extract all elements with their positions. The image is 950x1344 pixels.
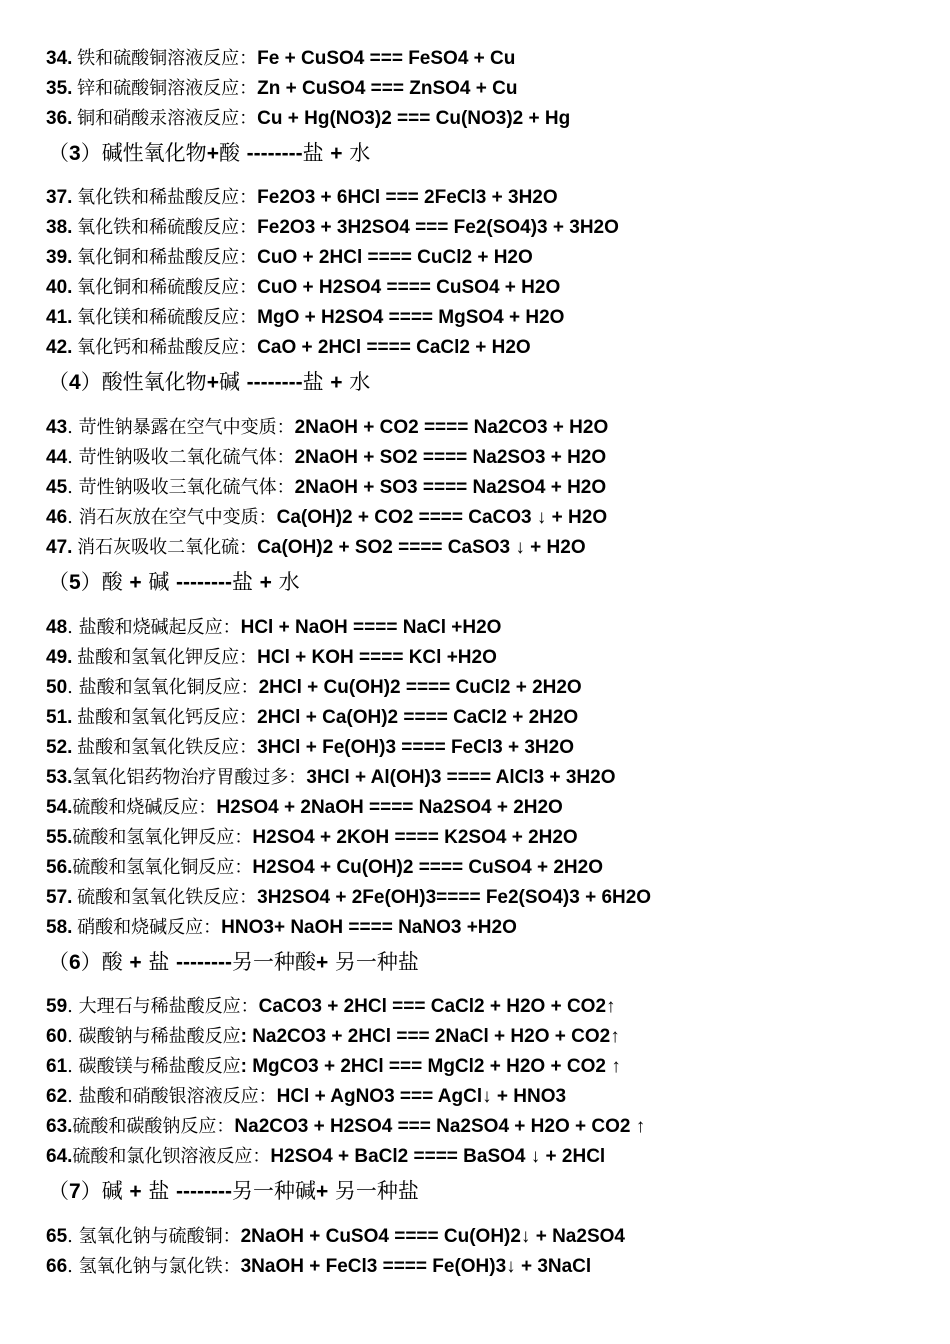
equation-line (46, 333, 940, 363)
equation-line (46, 823, 940, 853)
item-number: 39. (46, 247, 73, 268)
reaction-description: 盐酸和氢氧化铁反应： (77, 737, 258, 758)
chemical-equation: 3H2SO4 + 2Fe(OH)3==== Fe2(SO4)3 + 6H2O (257, 887, 652, 908)
section-heading (48, 136, 940, 170)
chemical-equation: 2NaOH + CuSO4 ==== Cu(OH)2↓ + Na2SO4 (240, 1226, 625, 1247)
reaction-description: . 碳酸镁与稀盐酸反应 (67, 1056, 241, 1077)
equation-line (46, 243, 940, 273)
chemical-equation: CuO + 2HCl ==== CuCl2 + H2O (257, 247, 533, 268)
section-number: 6 (69, 951, 81, 974)
item-number: 43 (46, 417, 68, 438)
item-number: 36. (46, 108, 73, 129)
section-open-paren: （ (48, 370, 69, 394)
section-reactant-b: 盐 (141, 1179, 176, 1203)
reaction-description: 硫酸和氢氧化铁反应： (77, 887, 258, 908)
chemical-equation: HCl + NaOH ==== NaCl +H2O (240, 617, 502, 638)
item-number: 52. (46, 737, 73, 758)
item-number: 47. (46, 537, 73, 558)
reaction-description: 铁和硫酸铜溶液反应： (77, 48, 258, 69)
chemical-equation: Zn + CuSO4 === ZnSO4 + Cu (257, 78, 518, 99)
item-number: 38. (46, 217, 73, 238)
chemical-equation: Fe + CuSO4 === FeSO4 + Cu (257, 48, 516, 69)
section-reactant-a: 酸 (101, 570, 130, 594)
item-number: 66 (46, 1256, 68, 1277)
reaction-description: 氧化镁和稀硫酸反应： (77, 307, 258, 328)
reaction-description: . 盐酸和硝酸银溶液反应： (67, 1086, 277, 1107)
chemical-equation: Fe2O3 + 3H2SO4 === Fe2(SO4)3 + 3H2O (257, 217, 619, 238)
item-number: 42. (46, 337, 73, 358)
equation-line (46, 443, 940, 473)
section-reactant-a: 碱性氧化物 (101, 141, 207, 165)
item-number: 35. (46, 78, 73, 99)
item-number: 65 (46, 1226, 68, 1247)
equation-line (46, 183, 940, 213)
equation-line (46, 793, 940, 823)
equation-line (46, 733, 940, 763)
reaction-description: 锌和硫酸铜溶液反应： (77, 78, 258, 99)
equation-line (46, 883, 940, 913)
equation-line (46, 1222, 940, 1252)
section-arrow: -------- (176, 1180, 232, 1203)
item-number: 61 (46, 1056, 68, 1077)
item-number: 34. (46, 48, 73, 69)
equation-line (46, 303, 940, 333)
section-close-paren: ） (80, 141, 102, 165)
section-plus: + (129, 1180, 142, 1203)
reaction-description: 氧化铁和稀硫酸反应： (77, 217, 258, 238)
section-reactant-b: 碱 (218, 370, 247, 394)
section-plus: + (330, 142, 343, 165)
chemical-equation: Na2CO3 + H2SO4 === Na2SO4 + H2O + CO2 ↑ (234, 1116, 646, 1137)
reaction-description: 盐酸和氢氧化钙反应： (77, 707, 258, 728)
reaction-description: . 碳酸钠与稀盐酸反应 (67, 1026, 241, 1047)
item-number: 59 (46, 996, 68, 1017)
item-number: 58. (46, 917, 73, 938)
section-close-paren: ） (80, 950, 102, 974)
section-product-a: 另一种酸 (231, 950, 316, 974)
equation-line (46, 1052, 940, 1082)
section-reactant-a: 碱 (101, 1179, 130, 1203)
section-number: 4 (69, 371, 81, 394)
section-reactant-a: 酸性氧化物 (101, 370, 207, 394)
reaction-description: 硫酸和氢氧化钾反应： (72, 827, 253, 848)
chemical-equation: 2NaOH + CO2 ==== Na2CO3 + H2O (294, 417, 609, 438)
section-arrow: -------- (246, 142, 303, 165)
equation-line (46, 1142, 940, 1172)
chemical-equation: H2SO4 + 2KOH ==== K2SO4 + 2H2O (252, 827, 578, 848)
reaction-description: 硝酸和烧碱反应： (77, 917, 222, 938)
reaction-description: 硫酸和烧碱反应： (72, 797, 217, 818)
section-reactant-a: 酸 (101, 950, 130, 974)
reaction-description: 氧化铜和稀盐酸反应： (77, 247, 258, 268)
item-number: 55. (46, 827, 73, 848)
section-plus: + (330, 371, 343, 394)
section-plus: + (129, 951, 142, 974)
chemical-equation: : Na2CO3 + 2HCl === 2NaCl + H2O + CO2↑ (240, 1026, 620, 1047)
section-product-b: 另一种盐 (328, 950, 419, 974)
item-number: 48 (46, 617, 68, 638)
chemical-equation: 3HCl + Al(OH)3 ==== AlCl3 + 3H2O (306, 767, 616, 788)
reaction-description: 硫酸和氯化钡溶液反应： (72, 1146, 271, 1167)
section-open-paren: （ (48, 1179, 69, 1203)
reaction-description: 消石灰吸收二氧化硫： (77, 537, 258, 558)
section-close-paren: ） (80, 1179, 102, 1203)
chemical-equation: 3HCl + Fe(OH)3 ==== FeCl3 + 3H2O (257, 737, 574, 758)
section-arrow: -------- (246, 371, 303, 394)
equation-line (46, 44, 940, 74)
reaction-description: 氧化钙和稀盐酸反应： (77, 337, 258, 358)
reaction-description: . 苛性钠暴露在空气中变质： (67, 417, 295, 438)
item-number: 53. (46, 767, 73, 788)
section-plus: + (129, 571, 142, 594)
chemical-equation: HCl + KOH ==== KCl +H2O (257, 647, 497, 668)
section-heading (48, 945, 940, 979)
chemical-equation: CaO + 2HCl ==== CaCl2 + H2O (257, 337, 531, 358)
equation-line (46, 273, 940, 303)
chemical-equation: CaCO3 + 2HCl === CaCl2 + H2O + CO2↑ (258, 996, 616, 1017)
chemical-equation: H2SO4 + BaCl2 ==== BaSO4 ↓ + 2HCl (270, 1146, 606, 1167)
equation-line (46, 503, 940, 533)
section-plus: + (315, 1180, 329, 1203)
section-plus: + (206, 142, 219, 165)
chemical-equation: : MgCO3 + 2HCl === MgCl2 + H2O + CO2 ↑ (240, 1056, 621, 1077)
chemical-equation: 2NaOH + SO3 ==== Na2SO4 + H2O (294, 477, 607, 498)
chemical-equation: H2SO4 + Cu(OH)2 ==== CuSO4 + 2H2O (252, 857, 604, 878)
section-heading (48, 365, 940, 399)
item-number: 57. (46, 887, 73, 908)
item-number: 45 (46, 477, 68, 498)
section-number: 3 (69, 142, 81, 165)
section-number: 7 (69, 1180, 81, 1203)
equation-line (46, 913, 940, 943)
section-plus: + (259, 571, 272, 594)
chemical-equation: Ca(OH)2 + SO2 ==== CaSO3 ↓ + H2O (257, 537, 586, 558)
item-number: 46 (46, 507, 68, 528)
reaction-description: 氧化铁和稀盐酸反应： (77, 187, 258, 208)
chemical-equation: 2HCl + Cu(OH)2 ==== CuCl2 + 2H2O (258, 677, 582, 698)
section-product-a: 另一种碱 (231, 1179, 316, 1203)
equation-line (46, 104, 940, 134)
section-product-a: 盐 (231, 570, 260, 594)
chemical-equation: 2NaOH + SO2 ==== Na2SO3 + H2O (294, 447, 607, 468)
reaction-description: 硫酸和碳酸钠反应： (72, 1116, 235, 1137)
section-arrow: -------- (176, 951, 232, 974)
item-number: 40. (46, 277, 73, 298)
reaction-description: . 盐酸和氢氧化铜反应： (67, 677, 259, 698)
section-plus: + (315, 951, 329, 974)
section-open-paren: （ (48, 950, 69, 974)
section-reactant-b: 酸 (218, 141, 247, 165)
item-number: 37. (46, 187, 73, 208)
equation-line (46, 1252, 940, 1282)
chemical-equation: 3NaOH + FeCl3 ==== Fe(OH)3↓ + 3NaCl (240, 1256, 592, 1277)
chemical-equation: Ca(OH)2 + CO2 ==== CaCO3 ↓ + H2O (276, 507, 608, 528)
equation-line (46, 473, 940, 503)
equation-line (46, 533, 940, 563)
equation-line (46, 1082, 940, 1112)
section-close-paren: ） (80, 570, 102, 594)
chemical-equation: CuO + H2SO4 ==== CuSO4 + H2O (257, 277, 561, 298)
section-close-paren: ） (80, 370, 102, 394)
section-product-a: 盐 (302, 141, 331, 165)
section-number: 5 (69, 571, 81, 594)
reaction-description: 氢氧化铝药物治疗胃酸过多： (72, 767, 307, 788)
reaction-description: . 大理石与稀盐酸反应： (67, 996, 259, 1017)
item-number: 60 (46, 1026, 68, 1047)
equation-line (46, 673, 940, 703)
item-number: 54. (46, 797, 73, 818)
section-plus: + (206, 371, 219, 394)
chemical-equation: MgO + H2SO4 ==== MgSO4 + H2O (257, 307, 565, 328)
reaction-description: 硫酸和氢氧化铜反应： (72, 857, 253, 878)
item-number: 62 (46, 1086, 68, 1107)
section-heading (48, 565, 940, 599)
equation-line (46, 992, 940, 1022)
section-arrow: -------- (176, 571, 232, 594)
chemical-equation: H2SO4 + 2NaOH ==== Na2SO4 + 2H2O (216, 797, 563, 818)
equation-line (46, 613, 940, 643)
item-number: 41. (46, 307, 73, 328)
section-open-paren: （ (48, 141, 69, 165)
item-number: 56. (46, 857, 73, 878)
equation-line (46, 74, 940, 104)
reaction-description: 氧化铜和稀硫酸反应： (77, 277, 258, 298)
section-product-a: 盐 (302, 370, 331, 394)
section-heading (48, 1174, 940, 1208)
item-number: 49. (46, 647, 73, 668)
chemical-equation: HCl + AgNO3 === AgCl↓ + HNO3 (276, 1086, 567, 1107)
section-reactant-b: 碱 (141, 570, 176, 594)
section-product-b: 水 (271, 570, 300, 594)
reaction-description: . 盐酸和烧碱起反应： (67, 617, 241, 638)
equation-line (46, 1022, 940, 1052)
section-open-paren: （ (48, 570, 69, 594)
reaction-description: . 苛性钠吸收三氧化硫气体： (67, 477, 295, 498)
item-number: 44 (46, 447, 68, 468)
equation-line (46, 643, 940, 673)
reaction-description: . 消石灰放在空气中变质： (67, 507, 277, 528)
chemical-equation: Fe2O3 + 6HCl === 2FeCl3 + 3H2O (257, 187, 558, 208)
reaction-description: . 氢氧化钠与氯化铁： (67, 1256, 241, 1277)
equation-line (46, 763, 940, 793)
equation-line (46, 213, 940, 243)
chemical-equation: 2HCl + Ca(OH)2 ==== CaCl2 + 2H2O (257, 707, 579, 728)
item-number: 51. (46, 707, 73, 728)
chemical-equation: Cu + Hg(NO3)2 === Cu(NO3)2 + Hg (257, 108, 571, 129)
equation-line (46, 703, 940, 733)
item-number: 63. (46, 1116, 73, 1137)
chemical-equation: HNO3+ NaOH ==== NaNO3 +H2O (221, 917, 517, 938)
item-number: 64. (46, 1146, 73, 1167)
section-product-b: 水 (342, 370, 371, 394)
section-product-b: 另一种盐 (328, 1179, 419, 1203)
reaction-description: . 氢氧化钠与硫酸铜： (67, 1226, 241, 1247)
reaction-description: 盐酸和氢氧化钾反应： (77, 647, 258, 668)
equation-line (46, 853, 940, 883)
equation-line (46, 413, 940, 443)
section-reactant-b: 盐 (141, 950, 176, 974)
item-number: 50 (46, 677, 68, 698)
reaction-description: 铜和硝酸汞溶液反应： (77, 108, 258, 129)
equation-line (46, 1112, 940, 1142)
reaction-description: . 苛性钠吸收二氧化硫气体： (67, 447, 295, 468)
section-product-b: 水 (342, 141, 371, 165)
